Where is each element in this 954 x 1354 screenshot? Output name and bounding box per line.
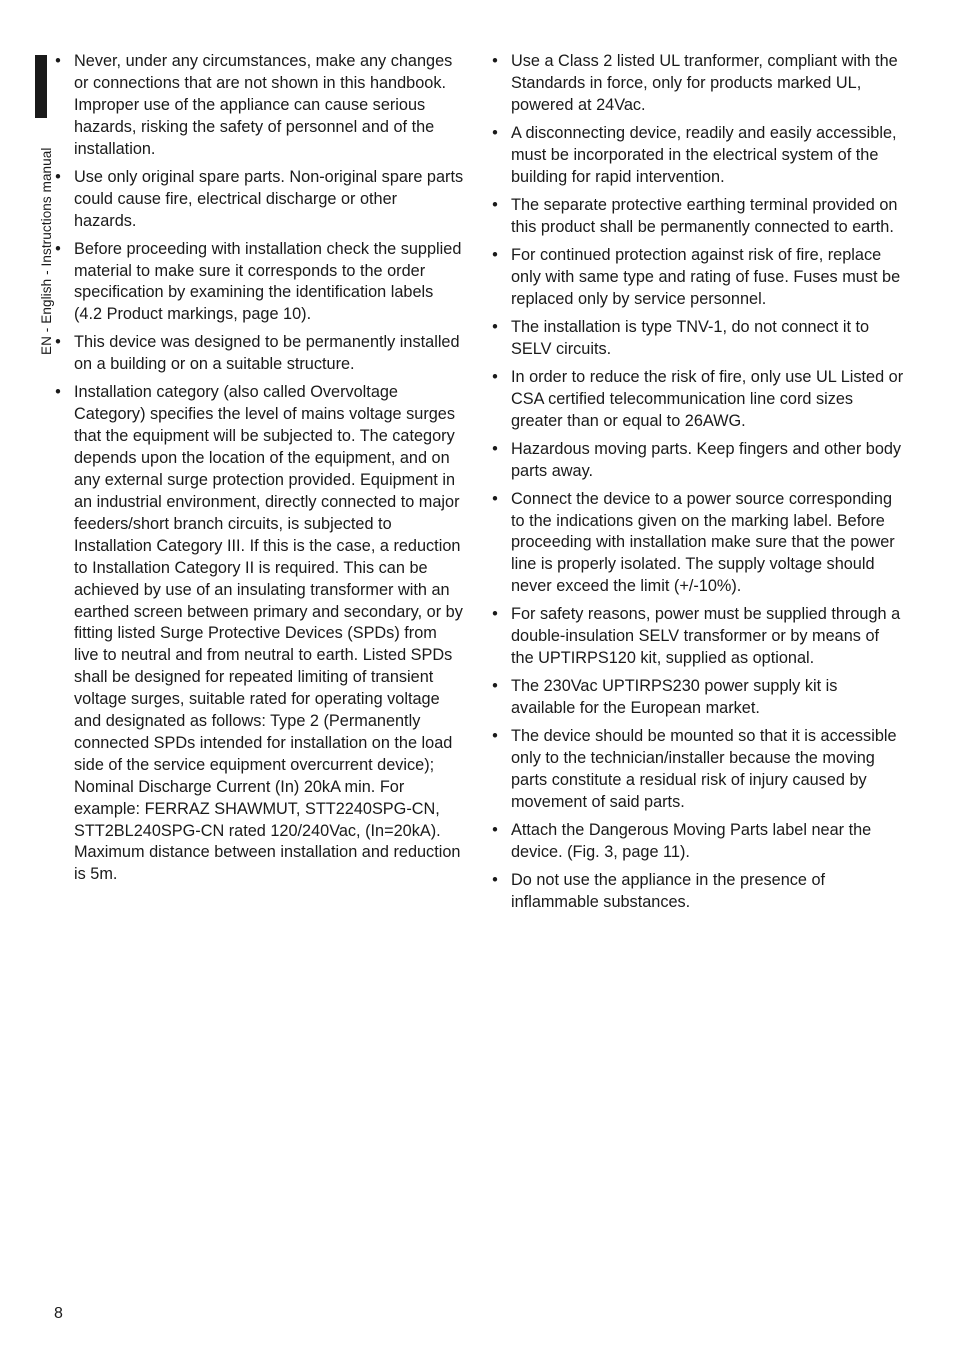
list-item [54,51,464,161]
list-item [54,239,464,327]
list-item-text: Use only original spare parts. Non-original spare parts could cause fire, electrical discharge or other hazards. [74,167,464,230]
bullet-icon: • [492,317,498,336]
bullet-icon: • [55,52,61,70]
list-item-text: This device was designed to be permanently installed on a building or on a suitable structure. [74,333,460,374]
list-item [491,195,906,239]
list-item-text: The 230Vac UPTIRPS230 power supply kit is available for the European market. [511,677,838,718]
list-item-text: Connect the device to a power source corresponding to the indications given on the marking label. Before proceeding with installation make sure that the power line is properly isolated. The supply voltage should never exceed the limit (+/-10%). [511,489,895,596]
bullet-icon: • [492,605,498,624]
list-item [491,245,906,311]
bullet-icon: • [492,195,498,214]
list-item [491,317,906,361]
list-item-text: The device should be mounted so that it is accessible only to the technician/installer because the moving parts constitute a residual risk of injury caused by movement of said parts. [511,727,897,811]
list-item-text: Never, under any circumstances, make any changes or connections that are not shown in this handbook. Improper use of the appliance can cause serious hazards, risking the safety of personnel and of the installation. [74,52,453,158]
list-item-text: Use a Class 2 listed UL tranformer, compliant with the Standards in force, only for products marked UL, powered at 24Vac. [511,52,898,114]
list-item-text: For safety reasons, power must be supplied through a double-insulation SELV transformer or by means of the UPTIRPS120 kit, supplied as optional. [511,605,901,668]
list-item [54,167,464,233]
bullet-icon: • [492,489,498,508]
list-item [54,332,464,376]
list-item-text: A disconnecting device, readily and easily accessible, must be incorporated in the electrical system of the building for rapid intervention. [511,123,897,186]
list-item [491,676,906,720]
bullet-icon: • [55,383,61,402]
list-item-text: For continued protection against risk of fire, replace only with same type and rating of fuse. Fuses must be replaced only by service personnel. [511,245,901,308]
list-item-text: Installation category (also called Overvoltage Category) specifies the level of mains voltage surges that the equipment will be subjected to. The category depends upon the location of the equipment, and on any external surge protection provided. Equipment in an industrial environment, directly connected to major feeders/short branch circuits, is subjected to Installation Category III. If this is the case, a reduction to Installation Category II is required. This can be achieved by use of an insulating transformer with an earthed screen between primary and secondary, or by fitting listed Surge Protective Devices (SPDs) from live to neutral and from neutral to earth. Listed SPDs shall be designed for repeated limiting of transient voltage surges, suitable rated for operating voltage and designated as follows: Type 2 (Permanently connected SPDs intended for installation on the load side of the service equipment overcurrent device); Nominal Discharge Current (In) 20kA min. For example: FERRAZ SHAWMUT, STT2240SPG-CN, STT2BL240SPG-CN rated 120/240Vac, (In=20kA). Maximum distance between installation and reduction is 5m. [74,383,463,884]
list-item-text: The installation is type TNV-1, do not connect it to SELV circuits. [511,317,870,358]
right-column-list [491,51,906,920]
list-item-text: Hazardous moving parts. Keep fingers and other body parts away. [511,439,902,480]
list-item-text: In order to reduce the risk of fire, only use UL Listed or CSA certified telecommunication line cord sizes greater than or equal to 26AWG. [511,367,904,430]
bullet-icon: • [492,821,498,840]
list-item [491,726,906,814]
list-item [491,489,906,599]
list-item [491,870,906,914]
list-item [491,123,906,189]
bullet-icon: • [492,727,498,746]
list-item-text: Do not use the appliance in the presence of inflammable substances. [511,871,826,911]
list-item-text: Attach the Dangerous Moving Parts label near the device. (Fig. 3, page 11). [511,821,872,861]
section-marker-bar [35,55,47,118]
list-item [491,51,906,117]
bullet-icon: • [492,367,498,386]
list-item [491,367,906,433]
page-number: 8 [54,1305,63,1322]
left-column-list [54,51,464,892]
bullet-icon: • [492,245,498,264]
list-item-text: The separate protective earthing terminal provided on this product shall be permanently connected to earth. [511,195,898,236]
list-item [491,604,906,670]
bullet-icon: • [55,239,61,258]
side-section-label: EN - English - Instructions manual [39,147,54,355]
list-item [491,439,906,483]
bullet-icon: • [492,52,498,70]
list-item [54,382,464,886]
bullet-icon: • [55,167,61,186]
list-item-text: Before proceeding with installation check the supplied material to make sure it corresponds to the order specification by examining the identification labels (4.2 Product markings, page 10). [74,239,462,324]
bullet-icon: • [492,871,498,890]
bullet-icon: • [55,333,61,352]
list-item [491,820,906,864]
bullet-icon: • [492,677,498,696]
bullet-icon: • [492,439,498,458]
bullet-icon: • [492,123,498,142]
